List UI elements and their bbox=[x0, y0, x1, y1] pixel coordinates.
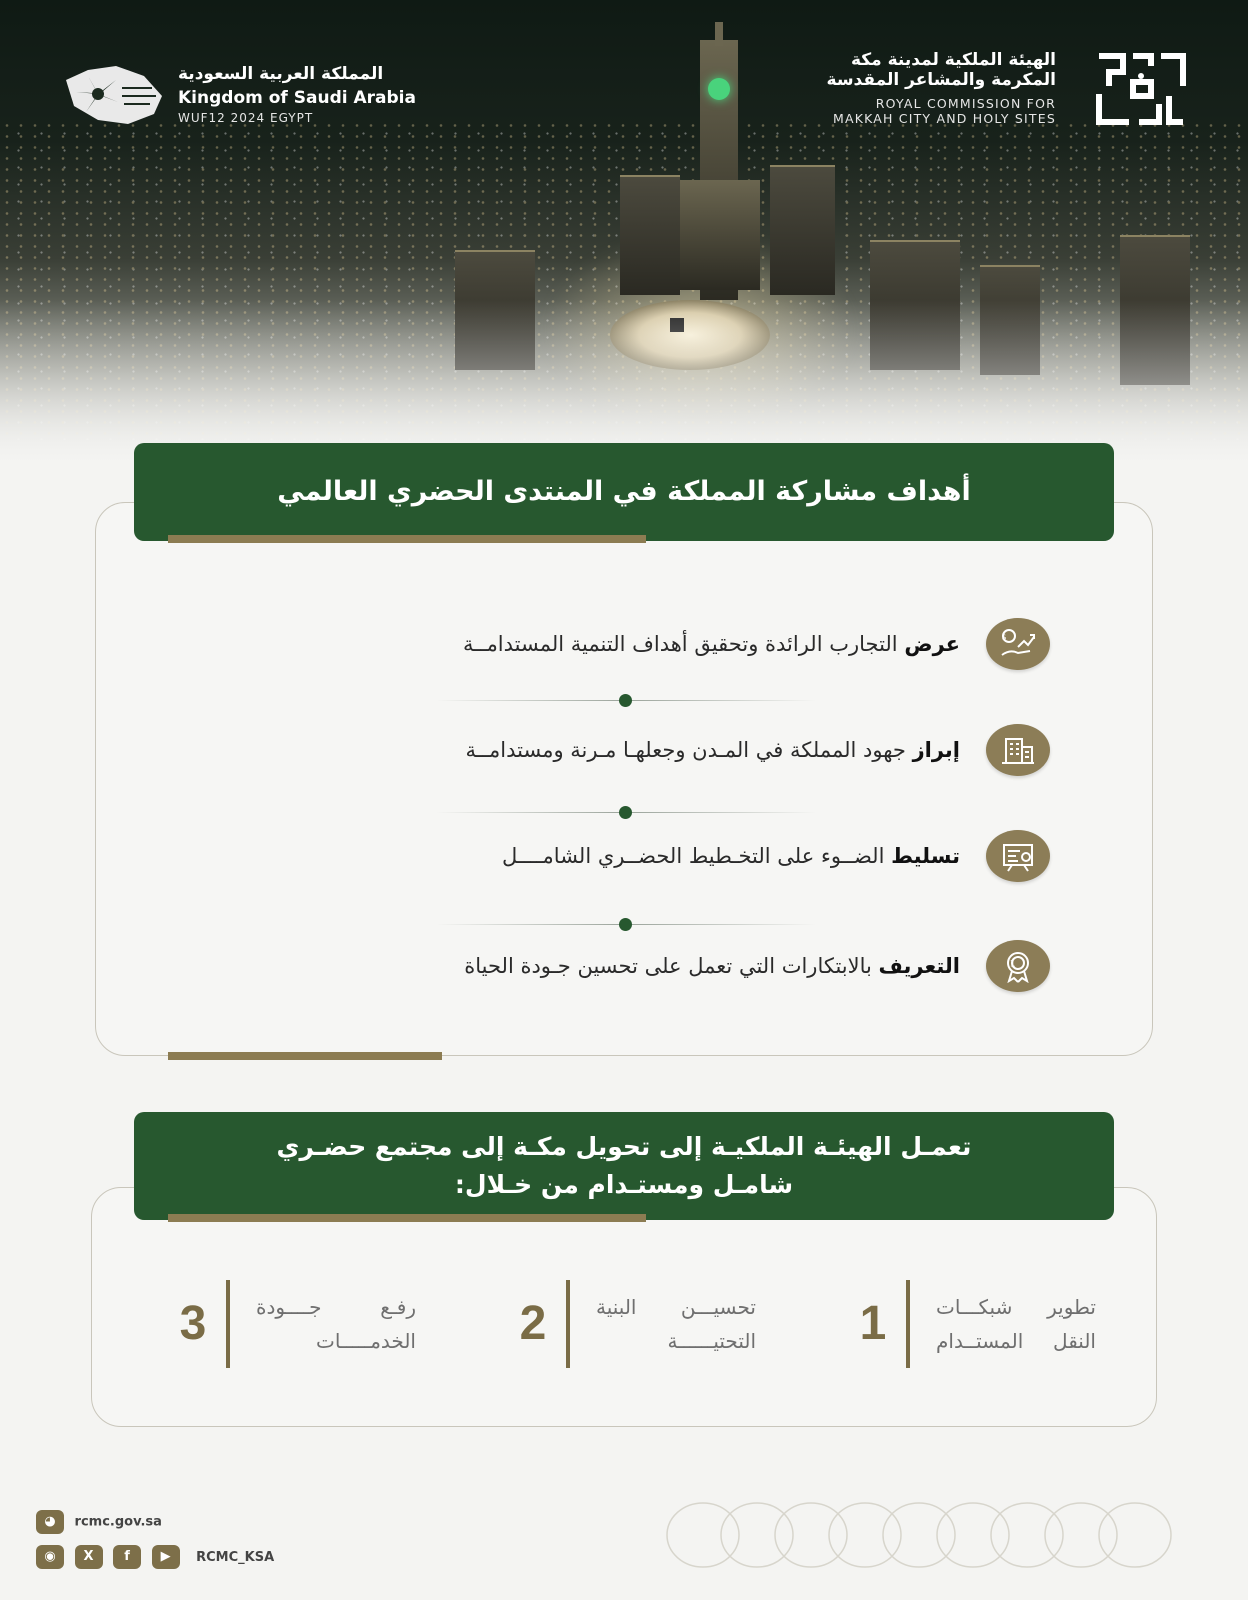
social-row bbox=[36, 1545, 274, 1569]
goals-gold-accent-bottom bbox=[168, 1052, 442, 1060]
goal-text-2: إبراز جهود المملكة في المـدن وجعلهـا مـرنة ومستدامــة bbox=[465, 738, 960, 762]
wuf-event-label: WUF12 2024 EGYPT bbox=[178, 111, 314, 125]
hand-money-growth-icon bbox=[986, 618, 1050, 670]
goal-item-1 bbox=[150, 612, 1050, 676]
goals-title: أهداف مشاركة المملكة في المنتدى الحضري العالمي bbox=[277, 476, 971, 507]
decorative-circles-pattern bbox=[665, 1500, 1195, 1570]
website-link[interactable] bbox=[36, 1510, 162, 1534]
step-2 bbox=[512, 1280, 756, 1368]
rcmc-text-block bbox=[716, 50, 1056, 126]
facebook-icon[interactable]: f bbox=[113, 1545, 141, 1569]
goal-separator-1 bbox=[436, 700, 816, 701]
goals-gold-accent-top bbox=[168, 535, 646, 543]
ksa-arabic-name: المملكة العربية السعودية bbox=[178, 64, 384, 84]
instagram-icon[interactable]: ◉ bbox=[36, 1545, 64, 1569]
work-title-line2: شامـل ومستـدام من خـلال: bbox=[454, 1170, 794, 1199]
ksa-wuf-logo bbox=[58, 62, 168, 128]
project-board-icon bbox=[986, 830, 1050, 882]
rcmc-arabic-line2: المكرمة والمشاعر المقدسة bbox=[826, 70, 1056, 90]
goal-text-4: التعريف بالابتكارات التي تعمل على تحسين جـودة الحياة bbox=[464, 954, 960, 978]
goal-text-1: عرض التجارب الرائدة وتحقيق أهداف التنمية المستدامــة bbox=[463, 632, 960, 656]
goal-item-4 bbox=[150, 934, 1050, 998]
svg-text:$: $ bbox=[1001, 632, 1007, 642]
goal-separator-3 bbox=[436, 924, 816, 925]
step-1-number: 1 bbox=[852, 1280, 910, 1368]
work-gold-accent bbox=[168, 1214, 646, 1222]
rcmc-kufic-logo bbox=[1095, 52, 1187, 126]
step-3 bbox=[172, 1280, 416, 1368]
step-1 bbox=[852, 1280, 1096, 1368]
ksa-english-name: Kingdom of Saudi Arabia bbox=[178, 88, 416, 108]
step-3-number: 3 bbox=[172, 1280, 230, 1368]
goal-item-2 bbox=[150, 718, 1050, 782]
step-3-label: رفـع جــــودة الخدمـــــات bbox=[256, 1295, 416, 1353]
step-2-number: 2 bbox=[512, 1280, 570, 1368]
goals-title-banner bbox=[134, 443, 1114, 541]
work-title-banner bbox=[134, 1112, 1114, 1220]
svg-text:1: 1 bbox=[1009, 959, 1016, 970]
goal-item-3 bbox=[150, 824, 1050, 888]
globe-icon: ◕ bbox=[36, 1510, 64, 1534]
step-1-label: تطوير شبكـــات النقل المستــدام bbox=[936, 1295, 1096, 1353]
rcmc-arabic-line1: الهيئة الملكية لمدينة مكة bbox=[850, 50, 1056, 70]
x-icon[interactable]: X bbox=[75, 1545, 103, 1569]
step-2-label: تحسيـــن البنية التحتيــــــة bbox=[596, 1295, 756, 1353]
award-medal-icon bbox=[986, 940, 1050, 992]
website-text: rcmc.gov.sa bbox=[74, 1514, 162, 1530]
goal-separator-2 bbox=[436, 812, 816, 813]
work-title-line1: تعمـل الهيئـة الملكيـة إلى تحويل مكـة إلى مجتمع حضـري bbox=[276, 1132, 972, 1161]
ksa-text-block bbox=[178, 64, 416, 125]
goal-text-3: تسليط الضــوء على التخـطيط الحضــري الشامــــل bbox=[502, 844, 960, 868]
rcmc-english-line1: ROYAL COMMISSION FOR bbox=[875, 96, 1056, 111]
social-handle: RCMC_KSA bbox=[196, 1549, 275, 1565]
youtube-icon[interactable]: ▶ bbox=[152, 1545, 180, 1569]
rcmc-english-line2: MAKKAH CITY AND HOLY SITES bbox=[832, 111, 1056, 126]
building-icon bbox=[986, 724, 1050, 776]
